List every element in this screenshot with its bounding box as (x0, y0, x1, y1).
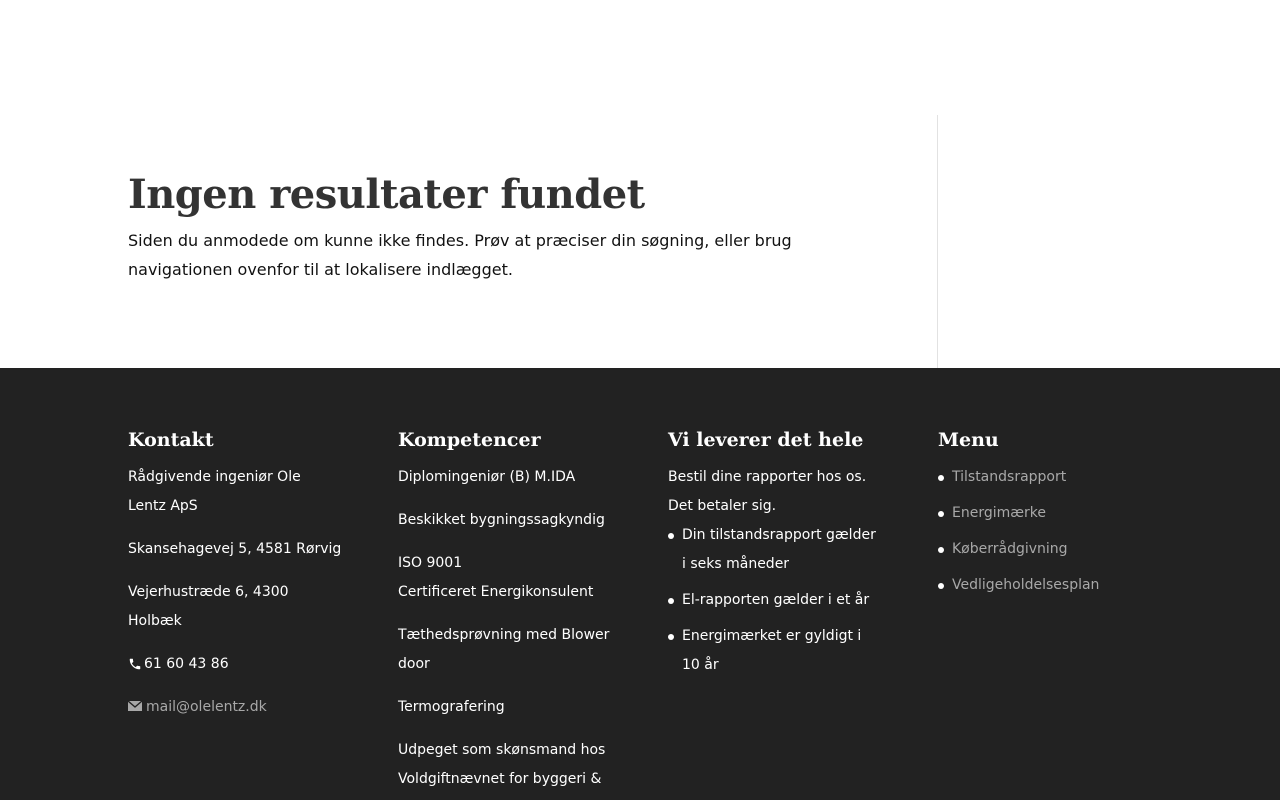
menu-heading: Menu (938, 429, 999, 451)
menu-item-tilstandsrapport[interactable]: Tilstandsrapport (938, 463, 1168, 492)
competences-heading: Kompetencer (398, 429, 541, 451)
footer-menu (938, 425, 1168, 607)
menu-item-koberradgivning[interactable]: Køberrådgivning (938, 535, 1168, 564)
competence-item: Udpeget som skønsmand hos Voldgiftnævnet for byggeri & (398, 742, 606, 787)
delivery-list (668, 521, 883, 680)
site-header (0, 0, 1280, 115)
main-content (0, 115, 1280, 368)
list-item: Energimærket er gyldigt i 10 år (668, 622, 883, 680)
envelope-icon (128, 700, 142, 712)
address-holbaek: Vejerhustræde 6, 4300 Holbæk (128, 584, 289, 629)
site-footer (0, 368, 1280, 800)
menu-item-energimaerke[interactable]: Energimærke (938, 499, 1168, 528)
phone-icon (128, 657, 142, 671)
not-found-message: Siden du anmodede om kunne ikke findes. Prøv at præciser din søgning, eller brug navigationen ovenfor til at lokalisere indlægget. (128, 231, 792, 279)
contact-heading: Kontakt (128, 429, 214, 451)
competence-item: Beskikket bygningssagkyndig (398, 512, 605, 528)
delivery-heading: Vi leverer det hele (668, 429, 864, 451)
phone-line (128, 650, 343, 679)
competence-item: ISO 9001 (398, 555, 463, 571)
competence-item: Tæthedsprøvning med Blower door (398, 627, 610, 672)
list-item: Din tilstandsrapport gælder i seks måneder (668, 521, 883, 579)
footer-menu-list (938, 463, 1168, 600)
email-link[interactable] (128, 699, 267, 715)
sidebar-divider (937, 115, 938, 368)
footer-competences (398, 425, 613, 808)
email-line (128, 693, 343, 722)
competence-item: Termografering (398, 699, 505, 715)
company-name: Rådgivende ingeniør Ole Lentz ApS (128, 469, 301, 514)
footer-delivery (668, 425, 883, 687)
email-address: mail@olelentz.dk (146, 699, 267, 715)
phone-number: 61 60 43 86 (144, 656, 229, 672)
page-title: Ingen resultater fundet (128, 171, 645, 218)
menu-item-vedligeholdelsesplan[interactable]: Vedligeholdelsesplan (938, 571, 1168, 600)
delivery-intro: Bestil dine rapporter hos os. Det betaler sig. (668, 469, 867, 514)
list-item: El-rapporten gælder i et år (668, 586, 883, 615)
competence-item: Diplomingeniør (B) M.IDA (398, 469, 576, 485)
competence-item: Certificeret Energikonsulent (398, 584, 594, 600)
footer-contact (128, 425, 343, 736)
address-rorvig: Skansehagevej 5, 4581 Rørvig (128, 541, 342, 557)
